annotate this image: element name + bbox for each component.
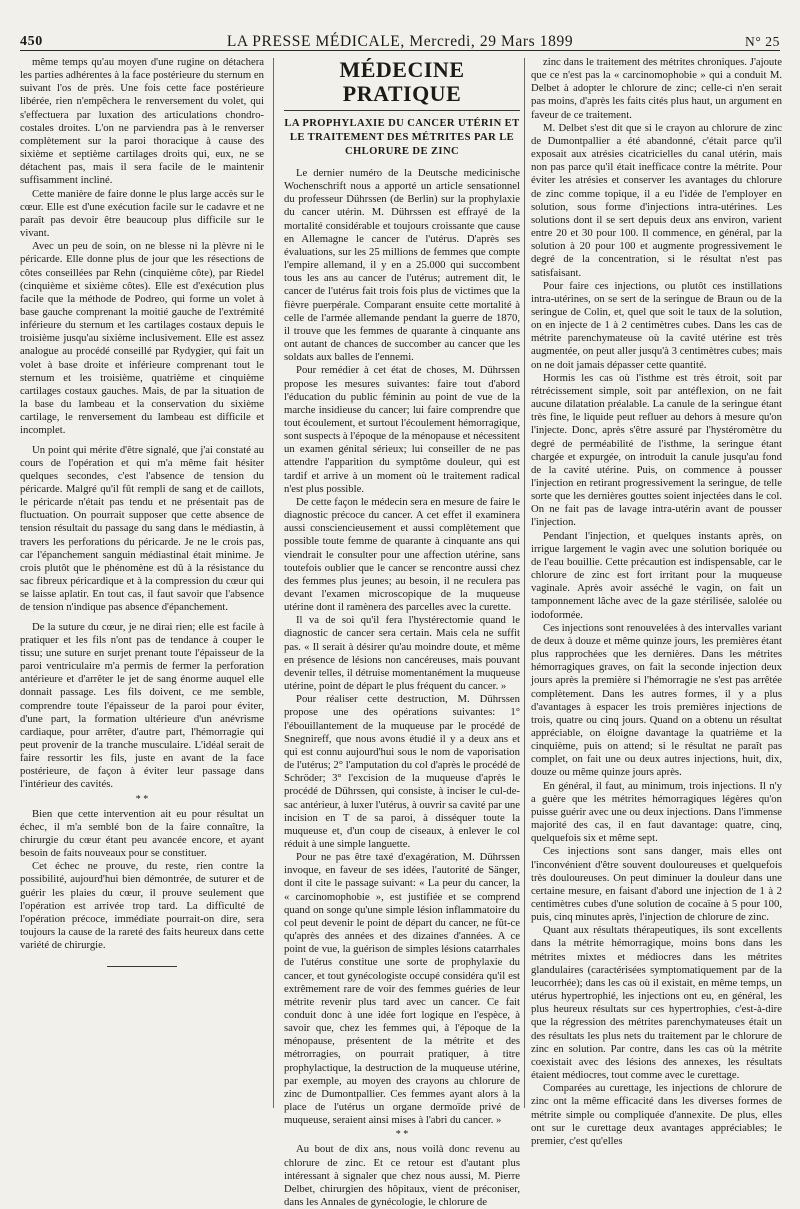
paragraph: Ces injections sont renouvelées à des intervalles variant de deux à douze et même quinze jours, les premières étant plus rapprochées que les dernières. Dans les métrites hémorragiques graves, on fait la seconde injection deux jours après la première si l'hémorragie ne s'est pas arrêtée complètement. Dans les autres formes, il y a plus d'avantages à espacer les trois premières injections de trois, quatre ou cinq jours. Quand on a obtenu un résultat appréciable, on éloigne davantage la quatrième et la cinquième, puis on attend; si le résultat ne paraît pas complet, on fait une ou deux autres injections, huit, dix, douze ou même quinze jours après. bbox=[531, 621, 782, 779]
paragraph: zinc dans le traitement des métrites chroniques. J'ajoute que ce n'est pas la « carcinomophobie » qui a conduit M. Delbet à adopter le chlorure de zinc; celle-ci n'en serait pas moins, d'après les faits cités plus haut, un argument en faveur de ce traitement. bbox=[531, 56, 782, 121]
paragraph: Cet échec ne prouve, du reste, rien contre la possibilité, aujourd'hui bien démontrée, de suturer et de guérir les plaies du cœur, il prouve seulement que l'opération est arrivée trop tard. La difficulté de l'opération précoce, immédiate pourrait-on dire, sera toujours la cause de la rareté des faits heureux dans cette variété de chirurgie. bbox=[20, 860, 264, 952]
paragraph: Pendant l'injection, et quelques instants après, on irrigue largement le vagin avec une solution boriquée ou de l'eau bouillie. Cette précaution est indispensable, car le chlorure de zinc est fort irritant pour la muqueuse vaginale. Après avoir asséché le vagin, on fait un tamponnement lâche avec de la gaze stérilisée, saloléе ou iodoformée. bbox=[531, 529, 782, 621]
column-rule bbox=[273, 58, 274, 1108]
paragraph: Il va de soi qu'il fera l'hystérectomie quand le diagnostic de cancer sera certain. Mais cela ne suffit pas. « Il serait à désirer qu'au moindre doute, et même en présence de lésions non cancéreuses, mais pouvant devenir telles, il détruise momentanément la muqueuse utérine, point de départ le plus fréquent du cancer. » bbox=[284, 614, 520, 693]
page-number: 450 bbox=[20, 34, 43, 49]
paragraph: Pour faire ces injections, ou plutôt ces instillations intra-utérines, on se sert de la seringue de Braun ou de la seringue de Colin, et, quel que soit le taux de la solution, on en injecte de 1 à 2 centimètres cubes. Dans les cas de métrite parenchymateuse où la cavité utérine est très augmentée, on peut aller jusqu'à 3 centimètres cubes; mais on ne doit jamais dépasser cette quantité. bbox=[531, 279, 782, 371]
article-title: LA PROPHYLAXIE DU CANCER UTÉRIN ET LE TRAITEMENT DES MÉTRITES PAR LE CHLORURE DE ZINC bbox=[284, 118, 520, 157]
paragraph: De cette façon le médecin sera en mesure de faire le diagnostic précoce du cancer. A cet effet il examinera aussi consciencieusement et aussi complètement que possible toute femme de quarante à cinquante ans qui viendrait le consulter pour une affection utérine, sans toutefois oublier que le cancer se rencontre aussi chez des femmes plus jeunes; au besoin, il ne reculera pas devant l'examen microscopique de la muqueuse utérine dont il ramènera des parcelles avec la curette. bbox=[284, 495, 520, 614]
paragraph: Hormis les cas où l'isthme est très étroit, soit par rétrécissement simple, soit par antéflexion, on ne fait aucune dilatation préalable. La canule de la seringue étant très fine, le liquide peut refluer au dehors à mesure qu'on l'injecte. Donc, après s'être assuré par l'hystéromètre du degré de perméabilité de l'isthme, la seringue étant chargée et expurgée, on introduit la canule jusqu'au fond de la cavité utérine. Puis, on commence à pousser l'injection en retirant progressivement la seringue, de telle sorte que les dernières gouttes soient injectées dans le col. On ne fait pas de lavage intra-utérin avant de pousser l'injection. bbox=[531, 371, 782, 529]
paragraph: Pour remédier à cet état de choses, M. Dührssen propose les mesures suivantes: faire tout d'abord l'éducation du public féminin au point de vue de la marche insidieuse du cancer; lui faire comprendre que tout écoulement, et surtout l'écoulement hémorragique, sont suspects à l'époque de la ménopause et nécessitent un examen génital sérieux; lui conseiller de ne pas attendre l'apparition du symptôme douleur, qui est tardif et arrive à un moment où le traitement radical n'est plus possible. bbox=[284, 364, 520, 495]
paragraph: Le dernier numéro de la Deutsche medicinische Wochenschrift nous a apporté un article sensationnel du professeur Dührssen (de Berlin) sur la prophylaxie du cancer utérin. M. Dührssen est effrayé de la mortalité considérable et toujours croissante que cause en Allemagne le cancer de l'utérus. D'après ses évaluations, sur les 25 millions de femmes que compte l'empire allemand, il y en a 25.000 qui succombent tous les ans au cancer de l'utérus; autrement dit, le cancer de l'utérus fait trois fois plus de victimes que la fièvre puerpérale. Comparant ensuite cette mortalité à celle de l'armée allemande pendant la guerre de 1870, il trouve que les femmes de quarante à cinquante ans ont autant de chances de succomber au cancer que les soldats aux balles de l'ennemi. bbox=[284, 167, 520, 364]
issue-number: N° 25 bbox=[744, 34, 780, 49]
paragraph: Au bout de dix ans, nous voilà donc revenu au chlorure de zinc. Et ce retour est d'autant plus intéressant à signaler que chez nous aussi, M. Pierre Delbet, chirurgien des hôpitaux, vient de préconiser, dans les Annales de gynécologie, le chlorure de bbox=[284, 1143, 520, 1209]
paragraph: Pour ne pas être taxé d'exagération, M. Dührssen invoque, en faveur de ses idées, l'autorité de Sänger, dont il cite le passage suivant: « La peur du cancer, la « carcinomophobie », est justifiée et se comprend quand on songe qu'une simple lésion inflammatoire du col peut devenir le point de départ du cancer, ne fût-ce qu'après des années et des dizaines d'années. A ce point de vue, la guérison de simples lésions catarrhales de l'utérus constitue une sorte de prophylaxie du cancer, et tout gynécologiste occupé considéra qu'il est extrêmement rare de voir des femmes guéries de leur métrite revenir plus tard avec un cancer. Ce fait conduit donc à une idée fort logique en l'espèce, à savoir que, chez les femmes qui, à l'époque de la ménopause, présentent de la métrite et des métrorragies, on pourrait pratiquer, à titre prophylactique, la destruction de la muqueuse utérine, par exemple, au moyen des crayons au chlorure de zinc de Dumontpallier. Ces femmes ayant alors à la place de l'utérus un organe dermoïde privé de muqueuse, seraient ainsi mises à l'abri du cancer. » bbox=[284, 851, 520, 1127]
paragraph: même temps qu'au moyen d'une rugine on détachera les parties adhérentes à la face postérieure du sternum en suivant l'os de près. Une fois cette face postérieure libérée, rien n'empêchera le renversement du volet, qui s'effectuera par luxation des articulations chondro-costales droites. L'on ne parviendra pas à le renverser complètement sur la paroi thoracique à cause des sixième et septième cartilages droits qui, eux, ne se détachent pas, mais il sera facile de le maintenir suffisamment incliné. bbox=[20, 56, 264, 187]
column-left bbox=[20, 56, 264, 1108]
paragraph: Cette manière de faire donne le plus large accès sur le cœur. Elle est d'une exécution facile sur le cadavre et ne paraît pas devoir être beaucoup plus difficile sur le vivant. bbox=[20, 187, 264, 240]
paragraph: Quant aux résultats thérapeutiques, ils sont excellents dans la métrite hémorragique, moins bons dans les métrites mixtes et médiocres dans les métrites glandulaires (caractérisées symptomatiquement par de la leucorrhée); dans les cas où il existait, en même temps, un utérus hypertrophié, les injections ont eu, en général, les plus heureux résultats sur ces hypertrophies, c'est-à-dire que la régression des métrites parenchymateuses était un des résultats les plus nets du traitement par le chlorure de zinc en solution. Par contre, dans les cas où la métrite coexistait avec des lésions des annexes, les résultats étaient médiocres, tout comme avec le curettage. bbox=[531, 924, 782, 1082]
paragraph: Avec un peu de soin, on ne blesse ni la plèvre ni le péricarde. Elle donne plus de jour que les résections de côtes conseillées par Rehn (cinquième côte), par Riedel (cinquième et sixième côtes). Elle est d'exécution plus facile que la méthode de Podreo, qui forme un volet à base gauche comprenant la moitié gauche de l'extrémité inférieure du sternum et les cartilages costaux depuis le troisième jusqu'au sixième inclusivement. Elle est assez analogue au procédé conseillé par Rydygier, qui fait un volet à base droite et inférieure comprenant tout le sternum et les troisième, quatrième et cinquième cartilages costaux gauches. Mais, de par la situation de la base du lambeau et la conservation du sixième cartilage, le renversement du lambeau est difficile et incomplet. bbox=[20, 240, 264, 437]
paragraph: De la suture du cœur, je ne dirai rien; elle est facile à pratiquer et les fils n'ont pas de tendance à couper le tissu; une suture en surjet prenant toute l'épaisseur de la paroi ventriculaire m'a permis de fermer la perforation antérieure et d'arrêter le jet de sang énorme auquel elle donnait passage. Les fils doivent, ce me semble, comprendre toute l'épaisseur de la paroi pour éviter, d'une part, la formation ultérieure d'un anévrisme cardiaque, pour arrêter, d'autre part, l'hémorragie qui peut provenir de la tranche musculaire. L'idéal serait de faire ressortir les fils, juste en avant de la face postérieure, de façon à éviter leur passage dans l'intérieur des cavités. bbox=[20, 620, 264, 791]
section-separator: * * bbox=[135, 793, 149, 805]
page-header bbox=[20, 12, 780, 51]
paragraph: Un point qui mérite d'être signalé, que j'ai constaté au cours de l'opération et qui m'a même fait hésiter quelques secondes, c'est l'absence de tension du péricarde. Malgré qu'il fût rempli de sang et de caillots, le péricarde n'était pas tendu et ne présentait pas de fluctuation. On pourrait supposer que cette absence de tension résultait du passage du sang dans le médiastin, à travers les perforations du péricarde. Je ne le crois pas, car l'épanchement sanguin médiastinal était minime. Je crois plutôt que le phénomène est dû à la résistance du sac fibreux péricardique et à la compression du cœur qui se laisse aplatir. En tout cas, il faut savoir que l'absence de tension n'indique pas absence d'épanchement. bbox=[20, 443, 264, 614]
section-separator: * * bbox=[395, 1129, 409, 1141]
section-title: MÉDECINE PRATIQUE bbox=[284, 58, 520, 111]
paragraph: Comparées au curettage, les injections de chlorure de zinc ont la même efficacité dans les diverses formes de métrite simple ou compliquée d'annexite. De plus, elles ont sur le curettage deux avantages appréciables; le premier, c'est qu'elles bbox=[531, 1082, 782, 1147]
paragraph: M. Delbet s'est dit que si le crayon au chlorure de zinc de Dumontpallier a été abandonné, c'était parce qu'il exposait aux atrésies cicatricielles du canal utérin, mais non pas parce qu'il était inefficace contre la métrite. Pour éviter les atrésies et conserver les avantages du chlorure de zinc comme topique, il a eu l'idée de l'employer en solution, sous forme d'injections intra-utérines. Les solutions dont il se sert depuis deux ans environ, varient entre 20 et 30 pour 100. Il commence, en général, par la solution à 20 pour 100 et augmente progressivement le degré de la concentration, si le résultat n'est pas satisfaisant. bbox=[531, 121, 782, 279]
end-rule bbox=[107, 966, 177, 967]
journal-title: LA PRESSE MÉDICALE, Mercredi, 29 Mars 1899 bbox=[226, 33, 574, 50]
column-right bbox=[531, 56, 782, 1147]
paragraph: Pour réaliser cette destruction, M. Dührssen propose une des opérations suivantes: 1° l'ébouillantement de la muqueuse par le procédé de Snegnireff, que nous avons étudié il y a deux ans et qui est connu aujourd'hui sous le nom de vaporisation de l'utérus; 2° l'amputation du col d'après le procédé de Schröder; 3° l'excision de la muqueuse d'après le procédé de Dührssen, qui consiste, à inciser le cul-de-sac antérieur, à luxer l'utérus, à ouvrir sa cavité par une incision en T de sa paroi, à disséquer toute la muqueuse et, d'un coup de ciseaux, à enlever le col réduit à une simple languette. bbox=[284, 693, 520, 850]
column-rule bbox=[524, 58, 525, 1108]
paragraph: Bien que cette intervention ait eu pour résultat un échec, il m'a semblé bon de la faire connaître, la chirurgie du cœur étant peu avancée encore, et ayant besoin de faits nouveaux pour se constituer. bbox=[20, 807, 264, 860]
paragraph: En général, il faut, au minimum, trois injections. Il n'y a guère que les métrites hémorragiques légères qu'on puisse guérir avec une ou deux injections. Dans l'immense majorité des cas, il en faut davantage: quatre, cinq, quelquefois six et même sept. bbox=[531, 779, 782, 845]
paragraph: Ces injections sont sans danger, mais elles ont l'inconvénient d'être souvent douloureuses et quelquefois très douloureuses. On peut diminuer la douleur dans une certaine mesure, en faisant d'abord une injection de 1 à 2 centimètres cubes d'une solution de cocaïne à 5 pour 100, puis, cinq minutes après, l'injection de chlorure de zinc. bbox=[531, 845, 782, 924]
column-middle bbox=[284, 56, 520, 1209]
